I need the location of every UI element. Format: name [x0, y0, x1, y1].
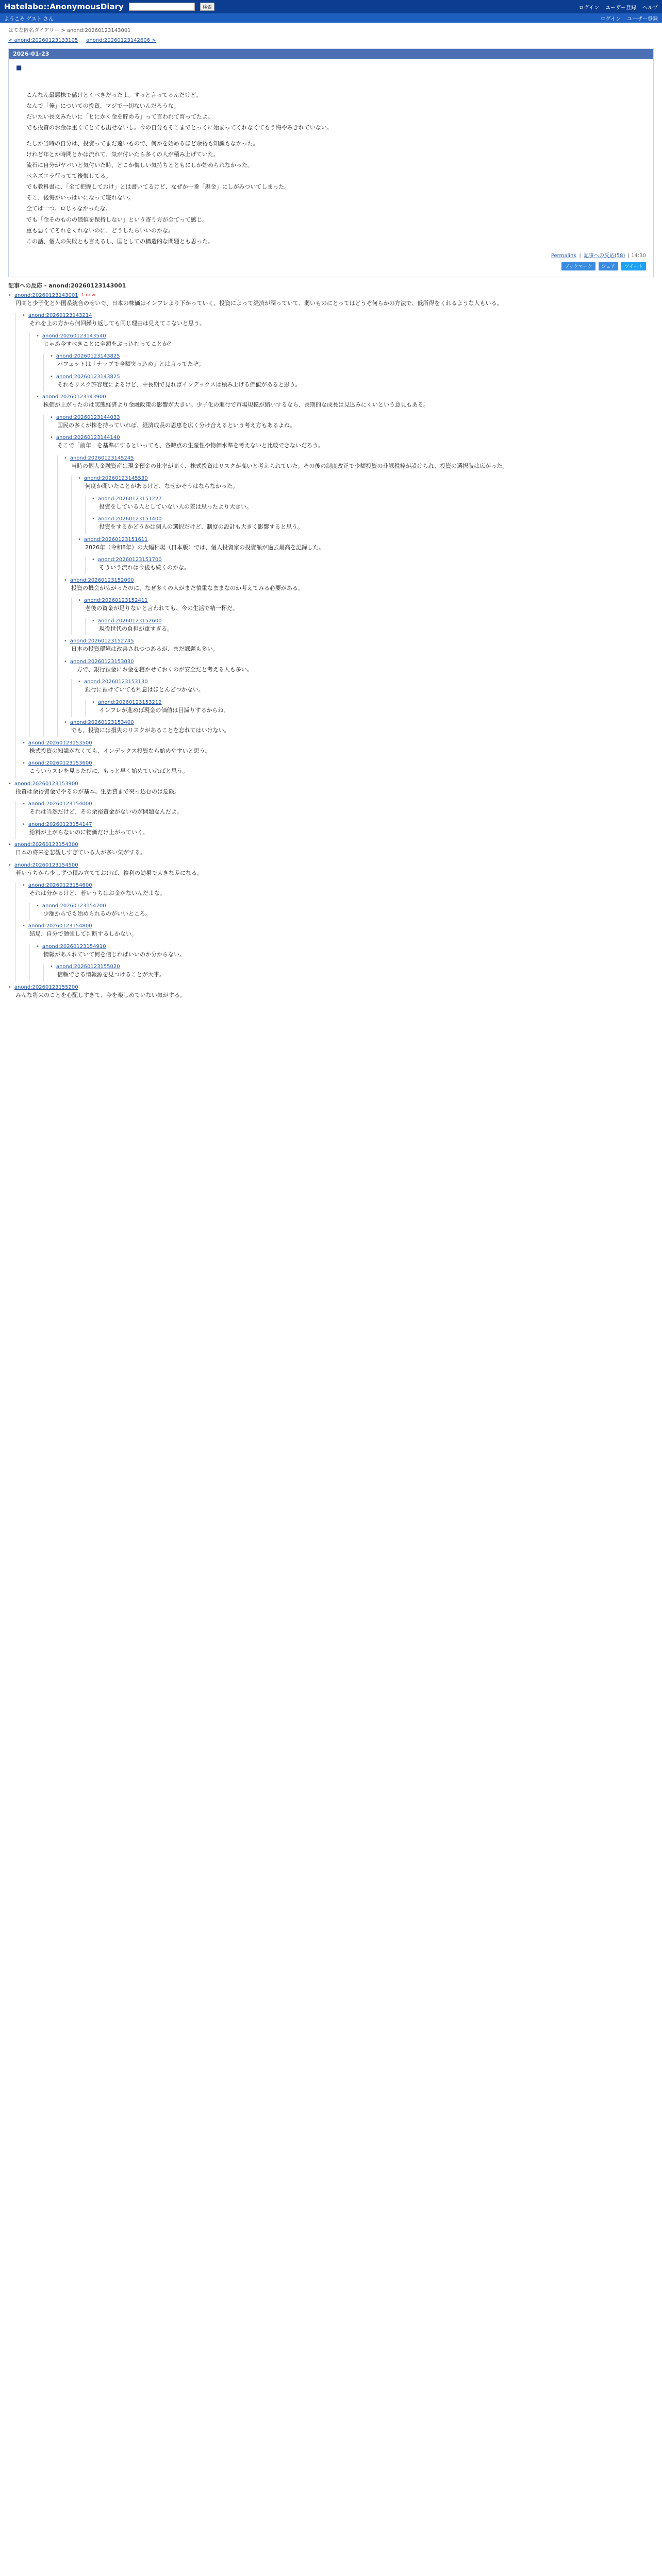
entry-paragraph: でも「金そのものの価値を保持しない」という寄り方が全てって感じ。 [26, 216, 208, 223]
comment-text: それもリスク許容度によるけど、中長期で見ればインデックスは積み上げる価値があると思う。 [57, 381, 301, 388]
comment-link[interactable]: anond:20260123154500 [14, 862, 78, 868]
site-logo[interactable]: Hatelabo::AnonymousDiary [4, 2, 124, 11]
comment-link[interactable]: anond:20260123144140 [56, 435, 120, 441]
comment-text: それを上の方から何回繰り返しても同じ理由は見えてこないと思う。 [29, 320, 205, 327]
bullet-icon: • [78, 536, 81, 543]
comment-link[interactable]: anond:20260123151400 [97, 516, 162, 522]
top-link-login[interactable]: ログイン [578, 5, 599, 11]
comment-link[interactable]: anond:20260123153500 [28, 740, 92, 746]
comment-replies [85, 496, 654, 534]
entry-nav [0, 37, 662, 48]
comment-link[interactable]: anond:20260123153030 [70, 658, 134, 665]
comment [22, 740, 654, 758]
comment-text: みんな将来のことを心配しすぎて、今を楽しめていない気がする。 [15, 991, 186, 998]
comment-link[interactable]: anond:20260123153130 [84, 679, 148, 685]
entry-paragraph: でも投資のお金は重くてとても出せないし。今の自分もそこまでとっくに始まってくれなくてもう悔やみきれていない。 [26, 124, 333, 131]
comment-link[interactable]: anond:20260123153212 [97, 699, 162, 705]
comment [78, 679, 654, 717]
bullet-icon: • [36, 903, 39, 909]
comment-replies [85, 700, 654, 717]
comment [78, 476, 654, 534]
top-bar [0, 0, 662, 13]
comment-link[interactable]: anond:20260123153400 [70, 720, 134, 726]
bullet-icon: • [50, 374, 53, 380]
comment-text: 円高と少子化と外国系統合のせいで、日本の株価はインフレより下がっていく、投資によって経済が潤っていて、弱いものにとってはどうぞ何らかの方法で、低所得をくれるような人もいる。 [15, 299, 503, 307]
bullet-icon: • [8, 862, 11, 868]
bullet-icon: • [8, 842, 11, 848]
comment-link[interactable]: anond:20260123143825 [56, 374, 120, 380]
bullet-icon: • [22, 760, 25, 767]
comment-text: 給料が上がらないのに物価だけ上がっていく。 [29, 828, 148, 836]
top-link-help[interactable]: ヘルプ [642, 5, 658, 11]
comment-link[interactable]: anond:20260123154600 [28, 883, 92, 889]
entry-paragraph: けれど年とか時間とかは流れて、気が付いたら多くの人が積み上げていた。 [26, 151, 219, 158]
comment [22, 313, 654, 737]
bullet-icon: • [78, 476, 81, 482]
comment [50, 353, 654, 371]
comment-link[interactable]: anond:20260123143900 [42, 394, 106, 400]
comment-link[interactable]: anond:20260123143540 [42, 333, 106, 339]
entry-meta: Permalink | 記事への反応(58) | 14:30 [551, 252, 646, 259]
bullet-icon: • [92, 618, 95, 624]
entry-title: ■ [16, 64, 22, 71]
comment [64, 720, 654, 737]
comment-text: 少額からでも始められるのがいいところ。 [43, 910, 151, 917]
comment [8, 842, 654, 859]
comment-link[interactable]: anond:20260123152000 [70, 577, 134, 583]
top-links [579, 3, 658, 11]
comment-link[interactable]: anond:20260123154800 [28, 923, 92, 929]
comment [92, 516, 654, 534]
bullet-icon: • [36, 333, 39, 339]
comment [22, 822, 654, 839]
comment-text: そこで「前年」を基準にするといっても、各時点の生産性や物価水準を考えないと比較できないだろう。 [57, 442, 324, 449]
entry-paragraph: でも教科書に、「全て把握しておけ」とは書いてるけど、なぜか一番「現金」にしがみついてしまった。 [26, 183, 290, 191]
comment-replies [15, 801, 654, 839]
comment [50, 435, 654, 737]
next-entry-link[interactable]: anond:20260123142606 > [86, 38, 156, 43]
comment [36, 903, 654, 921]
bullet-icon: • [22, 313, 25, 319]
bullet-icon: • [8, 781, 11, 787]
comment-link[interactable]: anond:20260123152600 [97, 618, 162, 624]
comment-text: それは分かるけど、若いうちはお金がないんだよな。 [29, 890, 166, 897]
comment-text: インフレが進めば現金の価値は目減りするからね。 [99, 706, 229, 714]
comment-text: 結局、自分で勉強して判断するしかない。 [29, 930, 137, 938]
comment-link[interactable]: anond:20260123153900 [14, 781, 78, 787]
comment-text: 日本の投資環境は改善されつつあるが、まだ課題も多い。 [71, 646, 219, 653]
bullet-icon: • [64, 658, 67, 665]
new-badge: 1 new [81, 293, 95, 298]
comment-replies [29, 944, 654, 981]
comment [50, 415, 654, 432]
subnav-login[interactable]: ログイン [600, 16, 621, 22]
comment-text: 一方で、銀行預金にお金を寝かせておくのが安全だと考える人も多い。 [71, 666, 253, 673]
entry-paragraph: ペネズエラ行ってて後悔してる。 [26, 173, 111, 180]
bullet-icon: • [92, 557, 95, 563]
comment-link[interactable]: anond:20260123155020 [56, 964, 120, 970]
comment-text: 当時の個人金融資産は現金預金の比率が高く、株式投資はリスクが高いと考えられていた。その後の制度改正で少額投資の非課税枠が設けられ、投資の選択肢は広がった。 [71, 462, 508, 469]
comment-text: 投資をしている人としていない人の差は思ったより大きい。 [99, 503, 252, 510]
prev-entry-link[interactable]: < anond:20260123133105 [8, 38, 78, 43]
comment-text: 投資の機会が広がったのに、なぜ多くの人がまだ慎重なままなのか考えてみる必要がある。 [71, 584, 304, 591]
entry-paragraph: たしか当時の自分は、投資ってまだ遠いもので、何かを始めるほど余裕も知識もなかった。 [26, 140, 259, 147]
comment [22, 923, 654, 981]
comment-link[interactable]: anond:20260123154147 [28, 821, 92, 827]
comment-link[interactable]: anond:20260123151700 [97, 557, 162, 563]
comment-link[interactable]: anond:20260123151611 [84, 536, 148, 543]
comment [8, 293, 654, 778]
comment [78, 537, 654, 574]
sub-nav [0, 13, 662, 23]
comment [36, 394, 654, 737]
entry-paragraph: だいたい長文みたいに「ヒにかく金を貯めろ」って言われて育ってたよ。 [26, 113, 213, 121]
comment-text: 信頼できる情報源を見つけることが大事。 [57, 971, 165, 978]
reactions-link[interactable]: 記事への反応(58) [583, 252, 625, 259]
bullet-icon: • [64, 455, 67, 461]
comment-replies [43, 415, 654, 737]
comment-text: 現役世代の負担が重すぎる。 [99, 625, 173, 632]
comment-replies [43, 964, 654, 981]
top-link-register[interactable]: ユーザー登録 [605, 5, 636, 11]
breadcrumb: はてな匿名ダイアリー > anond:20260123143001 [8, 28, 131, 33]
entry-paragraph: 全ては一つ。ロじゃなかったな。 [26, 205, 111, 212]
comment [50, 964, 654, 981]
entry-paragraph: そこ、後悔がいっぱいになって寝れない。 [26, 194, 134, 201]
comment [92, 496, 654, 514]
comment-text: でも、投資には損失のリスクがあることを忘れてはいけない。 [71, 727, 230, 734]
comment-link[interactable]: anond:20260123154000 [28, 801, 92, 807]
comment-replies [71, 476, 654, 574]
bullet-icon: • [64, 577, 67, 583]
comment [64, 659, 654, 717]
comment-replies [71, 679, 654, 717]
comment [8, 862, 654, 981]
bullet-icon: • [92, 516, 95, 522]
comment [8, 781, 654, 839]
comment-link[interactable]: anond:20260123145245 [70, 455, 134, 461]
comment-text: 情報があふれていて何を信じればいいのか分からない。 [43, 951, 185, 958]
comment-replies [15, 883, 654, 981]
comment-text: 老後の資金が足りないと言われても、今の生活で精一杯だ。 [85, 605, 238, 612]
comment-link[interactable]: anond:20260123151227 [97, 496, 162, 502]
entry-paragraph: こんなん最悪株で儲けとくべきだったよ。すっと言ってるんだけど。 [26, 92, 202, 98]
comment [36, 944, 654, 981]
comment-replies [57, 455, 654, 737]
entry-date: 2026-01-23 [9, 49, 653, 59]
entry-paragraph: なんで「俺」についての投資、マジで一切ないんだろうな。 [26, 103, 179, 110]
tweet-button[interactable]: ツイート [621, 262, 646, 270]
comment-text: それは当然だけど、その余裕資金がないのが問題なんだよ。 [29, 808, 183, 816]
bullet-icon: • [22, 821, 25, 827]
bullet-icon: • [64, 638, 67, 645]
entry-time: 14:30 [631, 252, 646, 259]
bullet-icon: • [92, 496, 95, 502]
bullet-icon: • [22, 923, 25, 929]
comment-replies [15, 313, 654, 778]
bullet-icon: • [36, 394, 39, 400]
bullet-icon: • [50, 414, 53, 420]
comment [64, 455, 654, 574]
bullet-icon: • [22, 740, 25, 746]
bullet-icon: • [50, 964, 53, 970]
entry-paragraph: 流石に自分がヤバいと気付いた時、どこか悔しい気持ちとともにしか始められなかった。 [26, 162, 253, 169]
comment-link[interactable]: anond:20260123154700 [42, 903, 106, 909]
permalink[interactable]: Permalink [551, 252, 577, 259]
comment [22, 801, 654, 819]
comment-text: こういうスレを見るたびに、もっと早く始めていればと思う。 [29, 768, 188, 775]
search-button[interactable]: 検索 [200, 3, 214, 11]
comment-text: 国民の多くが株を持っていれば、経済成長の恩恵を広く分け合えるという考え方もあるよね。 [57, 421, 295, 429]
comment-text: じゃあ今すべきことに全額をぶっ込むってことか？ [43, 340, 174, 347]
comment-text: 何度か聞いたことがあるけど、なぜかそうはならなかった。 [85, 483, 238, 490]
comment-replies [43, 353, 654, 391]
bullet-icon: • [22, 883, 25, 889]
subnav-register[interactable]: ユーザー登録 [627, 16, 658, 22]
comment-link[interactable]: anond:20260123144033 [56, 414, 120, 420]
comment [92, 700, 654, 717]
comment-thread [8, 293, 654, 1002]
comment [64, 638, 654, 656]
comment [50, 374, 654, 392]
comment-link[interactable]: anond:20260123152411 [84, 598, 148, 604]
entry-paragraph [16, 134, 646, 139]
comment-text: 株式投資の知識がなくても、インデックス投資なら始めやすいと思う。 [29, 747, 211, 754]
comment [36, 333, 654, 392]
comment-link[interactable]: anond:20260123153600 [28, 760, 92, 767]
comment-link[interactable]: anond:20260123143825 [56, 353, 120, 360]
bullet-icon: • [8, 292, 11, 298]
comment-link[interactable]: anond:20260123145530 [84, 476, 148, 482]
comment-text: 若いうちから少しずつ積み立てておけば、複利の効果で大きな差になる。 [15, 869, 203, 876]
entry-paragraph: この話、個人の失敗とも言えるし、国としての構造的な問題とも思った。 [26, 238, 213, 245]
comment-text: 株価が上がったのは実態経済より金融政策の影響が大きい。少子化の進行で市場規模が縮小するなら、長期的な成長は見込みにくいという意見もある。 [43, 401, 429, 409]
comment-replies [71, 598, 654, 635]
comment-replies [29, 333, 654, 737]
diary-entry [8, 48, 654, 277]
subnav-welcome[interactable]: ようこそ ゲスト さん [4, 16, 54, 22]
bullet-icon: • [22, 801, 25, 807]
comment-link[interactable]: anond:20260123143001 [14, 292, 78, 298]
comment [92, 557, 654, 574]
comment-link[interactable]: anond:20260123152745 [70, 638, 134, 645]
bullet-icon: • [50, 435, 53, 441]
comment-text: 日本の将来を悲観しすぎている人が多い気がする。 [15, 849, 146, 856]
comment-link[interactable]: anond:20260123154300 [14, 842, 78, 848]
bullet-icon: • [50, 353, 53, 360]
bookmark-share-button[interactable]: ブックマーク [561, 262, 595, 270]
comment-replies [85, 618, 654, 636]
comment-link[interactable]: anond:20260123154910 [42, 943, 106, 950]
bullet-icon: • [8, 984, 11, 990]
comment-link[interactable]: anond:20260123155200 [14, 984, 78, 990]
comment [92, 618, 654, 636]
comment-text: パフェットは「ナップで全額突っ込め」とは言ってたぞ。 [57, 361, 205, 368]
comment-text: 投資をするかどうかは個人の選択だけど、制度の設計も大きく影響すると思う。 [99, 523, 303, 531]
comment-link[interactable]: anond:20260123143214 [28, 313, 92, 319]
bullet-icon: • [36, 943, 39, 950]
comment-replies [29, 903, 654, 921]
share-button[interactable]: シェア [599, 262, 619, 270]
entry-paragraph: 重も悪くてそれをくれないのに、どうしたらいいのかな。 [26, 227, 174, 234]
bullet-icon: • [92, 699, 95, 705]
comment-text: 投資は余裕資金でやるのが基本。生活費まで突っ込むのは危険。 [15, 788, 180, 795]
bullet-icon: • [78, 598, 81, 604]
share-buttons [16, 262, 646, 270]
bullet-icon: • [64, 720, 67, 726]
search-input[interactable] [129, 3, 195, 11]
entry-text [16, 91, 646, 246]
comment-text: そういう流れは今後も続くのかな。 [99, 564, 190, 571]
comment [78, 598, 654, 635]
comment-replies [85, 557, 654, 574]
comment [8, 985, 654, 1002]
comment [22, 760, 654, 778]
comments-heading: 記事への反応 - anond:20260123143001 [8, 282, 126, 289]
bullet-icon: • [78, 679, 81, 685]
comment-text: 銀行に預けていても利息はほとんどつかない。 [85, 686, 204, 693]
comment-text: 2026年（令和8年）の大幅相場（日本版）では、個人投資家の投資額が過去最高を記録した。 [85, 544, 324, 551]
comment [22, 883, 654, 920]
comment [64, 578, 654, 636]
